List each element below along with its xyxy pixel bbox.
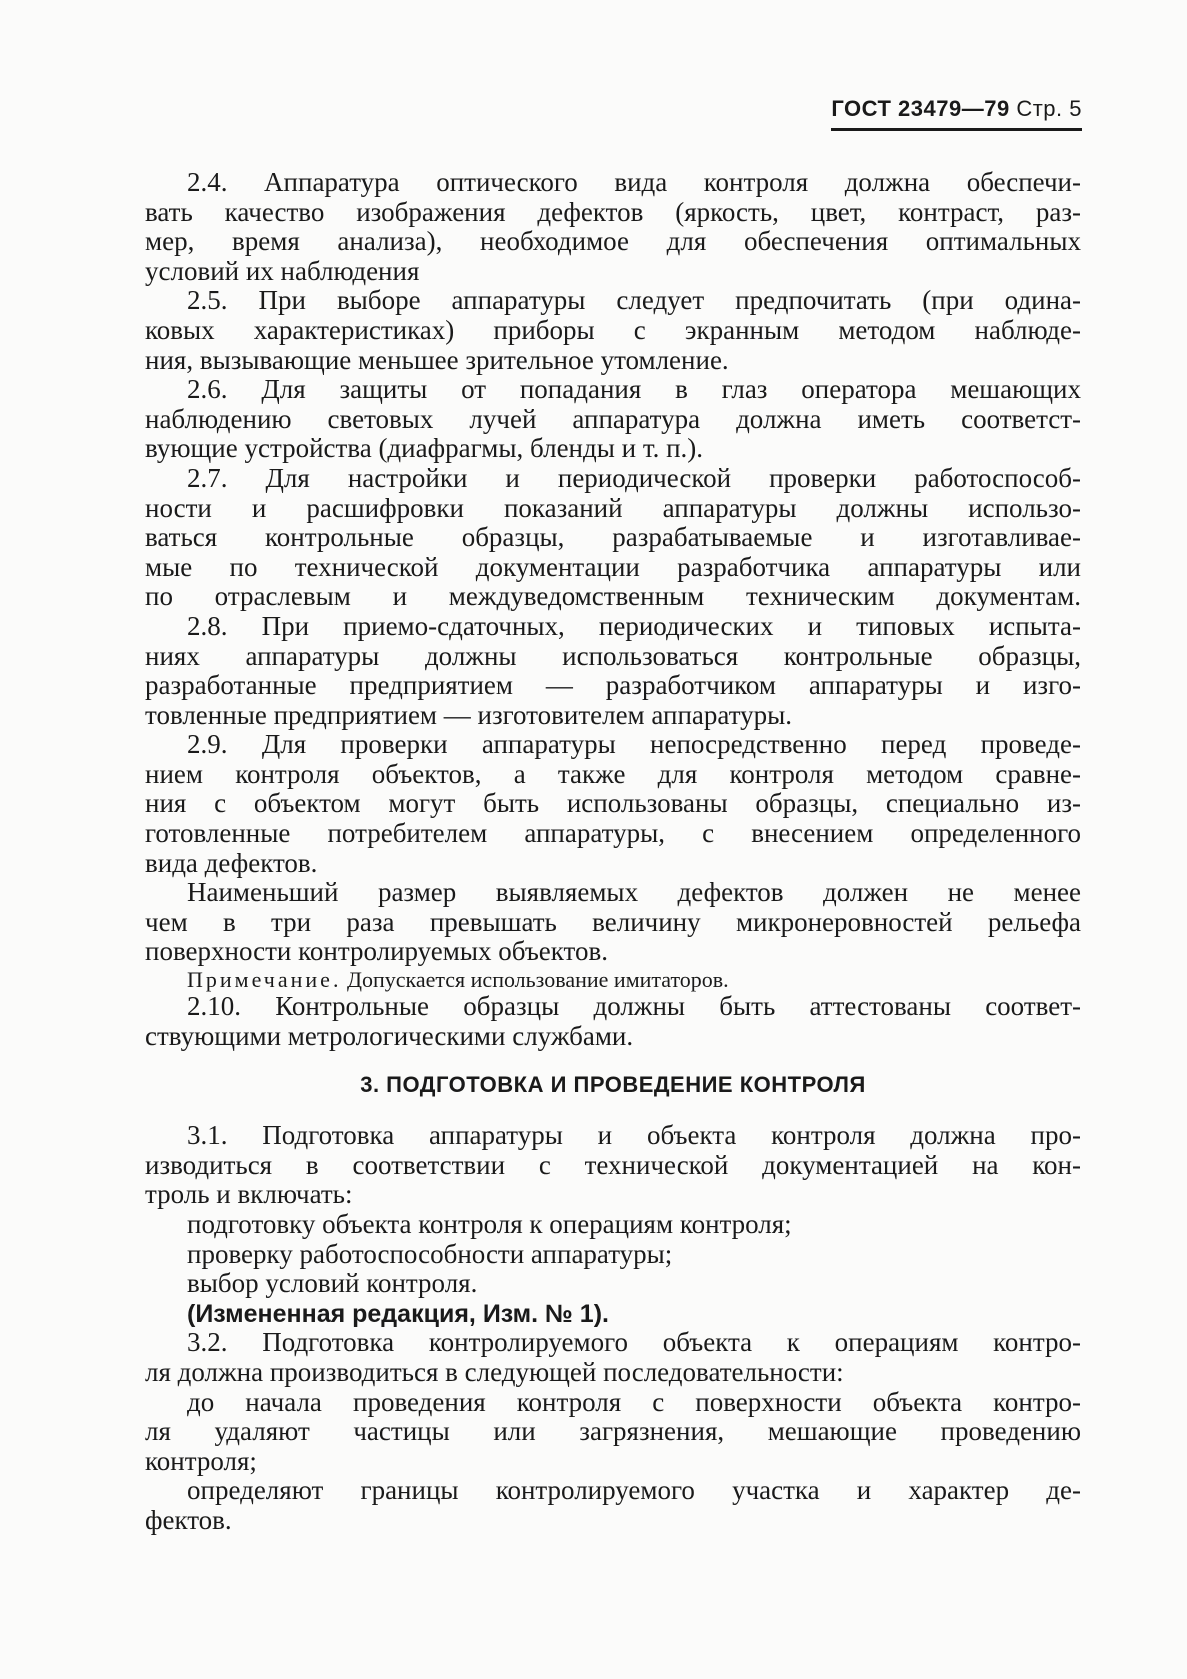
text-line: троль и включать: [145, 1180, 353, 1210]
amendment-note: (Измененная редакция, Изм. № 1). [187, 1299, 609, 1328]
text-line: 2.4. Аппаратура оптического вида контроля должна обеспечи- [187, 168, 1081, 197]
text-line: выбор условий контроля. [187, 1269, 478, 1299]
text-line: ствующими метрологическими службами. [145, 1021, 634, 1051]
note-line [145, 967, 1081, 992]
note-text: Допускается использование имитаторов. [341, 967, 729, 993]
text-line: подготовку объекта контроля к операциям контроля; [187, 1210, 792, 1239]
text-line: до начала проведения контроля с поверхности объекта контро- [187, 1387, 1081, 1417]
text-line: вида дефектов. [145, 848, 318, 878]
text-line: ности и расшифровки показаний аппаратуры должны использо- [145, 493, 1081, 523]
text-line: поверхности контролируемых объектов. [145, 937, 608, 967]
text-line: 2.9. Для проверки аппаратуры непосредственно перед проведе- [187, 730, 1081, 760]
document-body [145, 168, 1081, 1536]
section-3-title: 3. ПОДГОТОВКА И ПРОВЕДЕНИЕ КОНТРОЛЯ [360, 1072, 866, 1098]
text-line: 2.6. Для защиты от попадания в глаз оператора мешающих [187, 375, 1081, 405]
note-label: Примечание. [187, 967, 342, 993]
text-line: 3.2. Подготовка контролируемого объекта к операциям контро- [187, 1328, 1081, 1358]
text-line: наблюдению световых лучей аппаратура должна иметь соответст- [145, 404, 1081, 434]
text-line: мер, время анализа), необходимое для обеспечения оптимальных [145, 227, 1081, 257]
text-line: ковых характеристиках) приборы с экранным методом наблюде- [145, 315, 1081, 345]
text-line: разработанные предприятием — разработчиком аппаратуры и изго- [145, 671, 1081, 701]
text-line: готовленные потребителем аппаратуры, с внесением определенного [145, 819, 1081, 849]
text-line: фектов. [145, 1505, 232, 1535]
text-line: ниях аппаратуры должны использоваться контрольные образцы, [145, 641, 1081, 671]
text-line: контроля; [145, 1446, 257, 1476]
text-line: 2.5. При выборе аппаратуры следует предпочитать (при одина- [187, 286, 1081, 316]
text-line: ля удаляют частицы или загрязнения, мешающие проведению [145, 1417, 1081, 1447]
text-line: условий их наблюдения [145, 256, 420, 286]
text-line: ния, вызывающие меньшее зрительное утомление. [145, 345, 729, 375]
text-line: Наименьший размер выявляемых дефектов должен не менее [187, 878, 1081, 908]
text-line: ваться контрольные образцы, разрабатываемые и изготавливае- [145, 523, 1081, 553]
text-line: ния с объектом могут быть использованы образцы, специально из- [145, 789, 1081, 819]
text-line: мые по технической документации разработчика аппаратуры или [145, 552, 1081, 582]
text-line: товленные предприятием — изготовителем аппаратуры. [145, 700, 793, 730]
page-header [831, 96, 1082, 131]
text-line [145, 1299, 1081, 1329]
text-line: 2.10. Контрольные образцы должны быть аттестованы соответ- [187, 992, 1081, 1022]
text-line: по отраслевым и междуведомственным техническим документам. [145, 582, 1081, 612]
section-3-text [145, 1121, 1081, 1535]
text-line: чем в три раза превышать величину микронеровностей рельефа [145, 907, 1081, 937]
section-2-text [145, 168, 1081, 967]
standard-number: ГОСТ 23479—79 [831, 96, 1010, 121]
page-number: Стр. 5 [1016, 96, 1082, 121]
text-line: вующие устройства (диафрагмы, бленды и т. п.). [145, 434, 704, 464]
text-line: 2.7. Для настройки и периодической проверки работоспособ- [187, 463, 1081, 493]
text-line: ля должна производиться в следующей последовательности: [145, 1357, 844, 1387]
text-line: определяют границы контролируемого участка и характер де- [187, 1476, 1081, 1506]
text-line: нием контроля объектов, а также для контроля методом сравне- [145, 759, 1081, 789]
text-line: вать качество изображения дефектов (яркость, цвет, контраст, раз- [145, 197, 1081, 227]
text-line: изводиться в соответствии с технической документацией на кон- [145, 1150, 1081, 1180]
section-2-10-text [145, 992, 1081, 1051]
text-line: 2.8. При приемо-сдаточных, периодических и типовых испыта- [187, 611, 1081, 641]
text-line: проверку работоспособности аппаратуры; [187, 1239, 673, 1269]
text-line: 3.1. Подготовка аппаратуры и объекта контроля должна про- [187, 1121, 1081, 1151]
